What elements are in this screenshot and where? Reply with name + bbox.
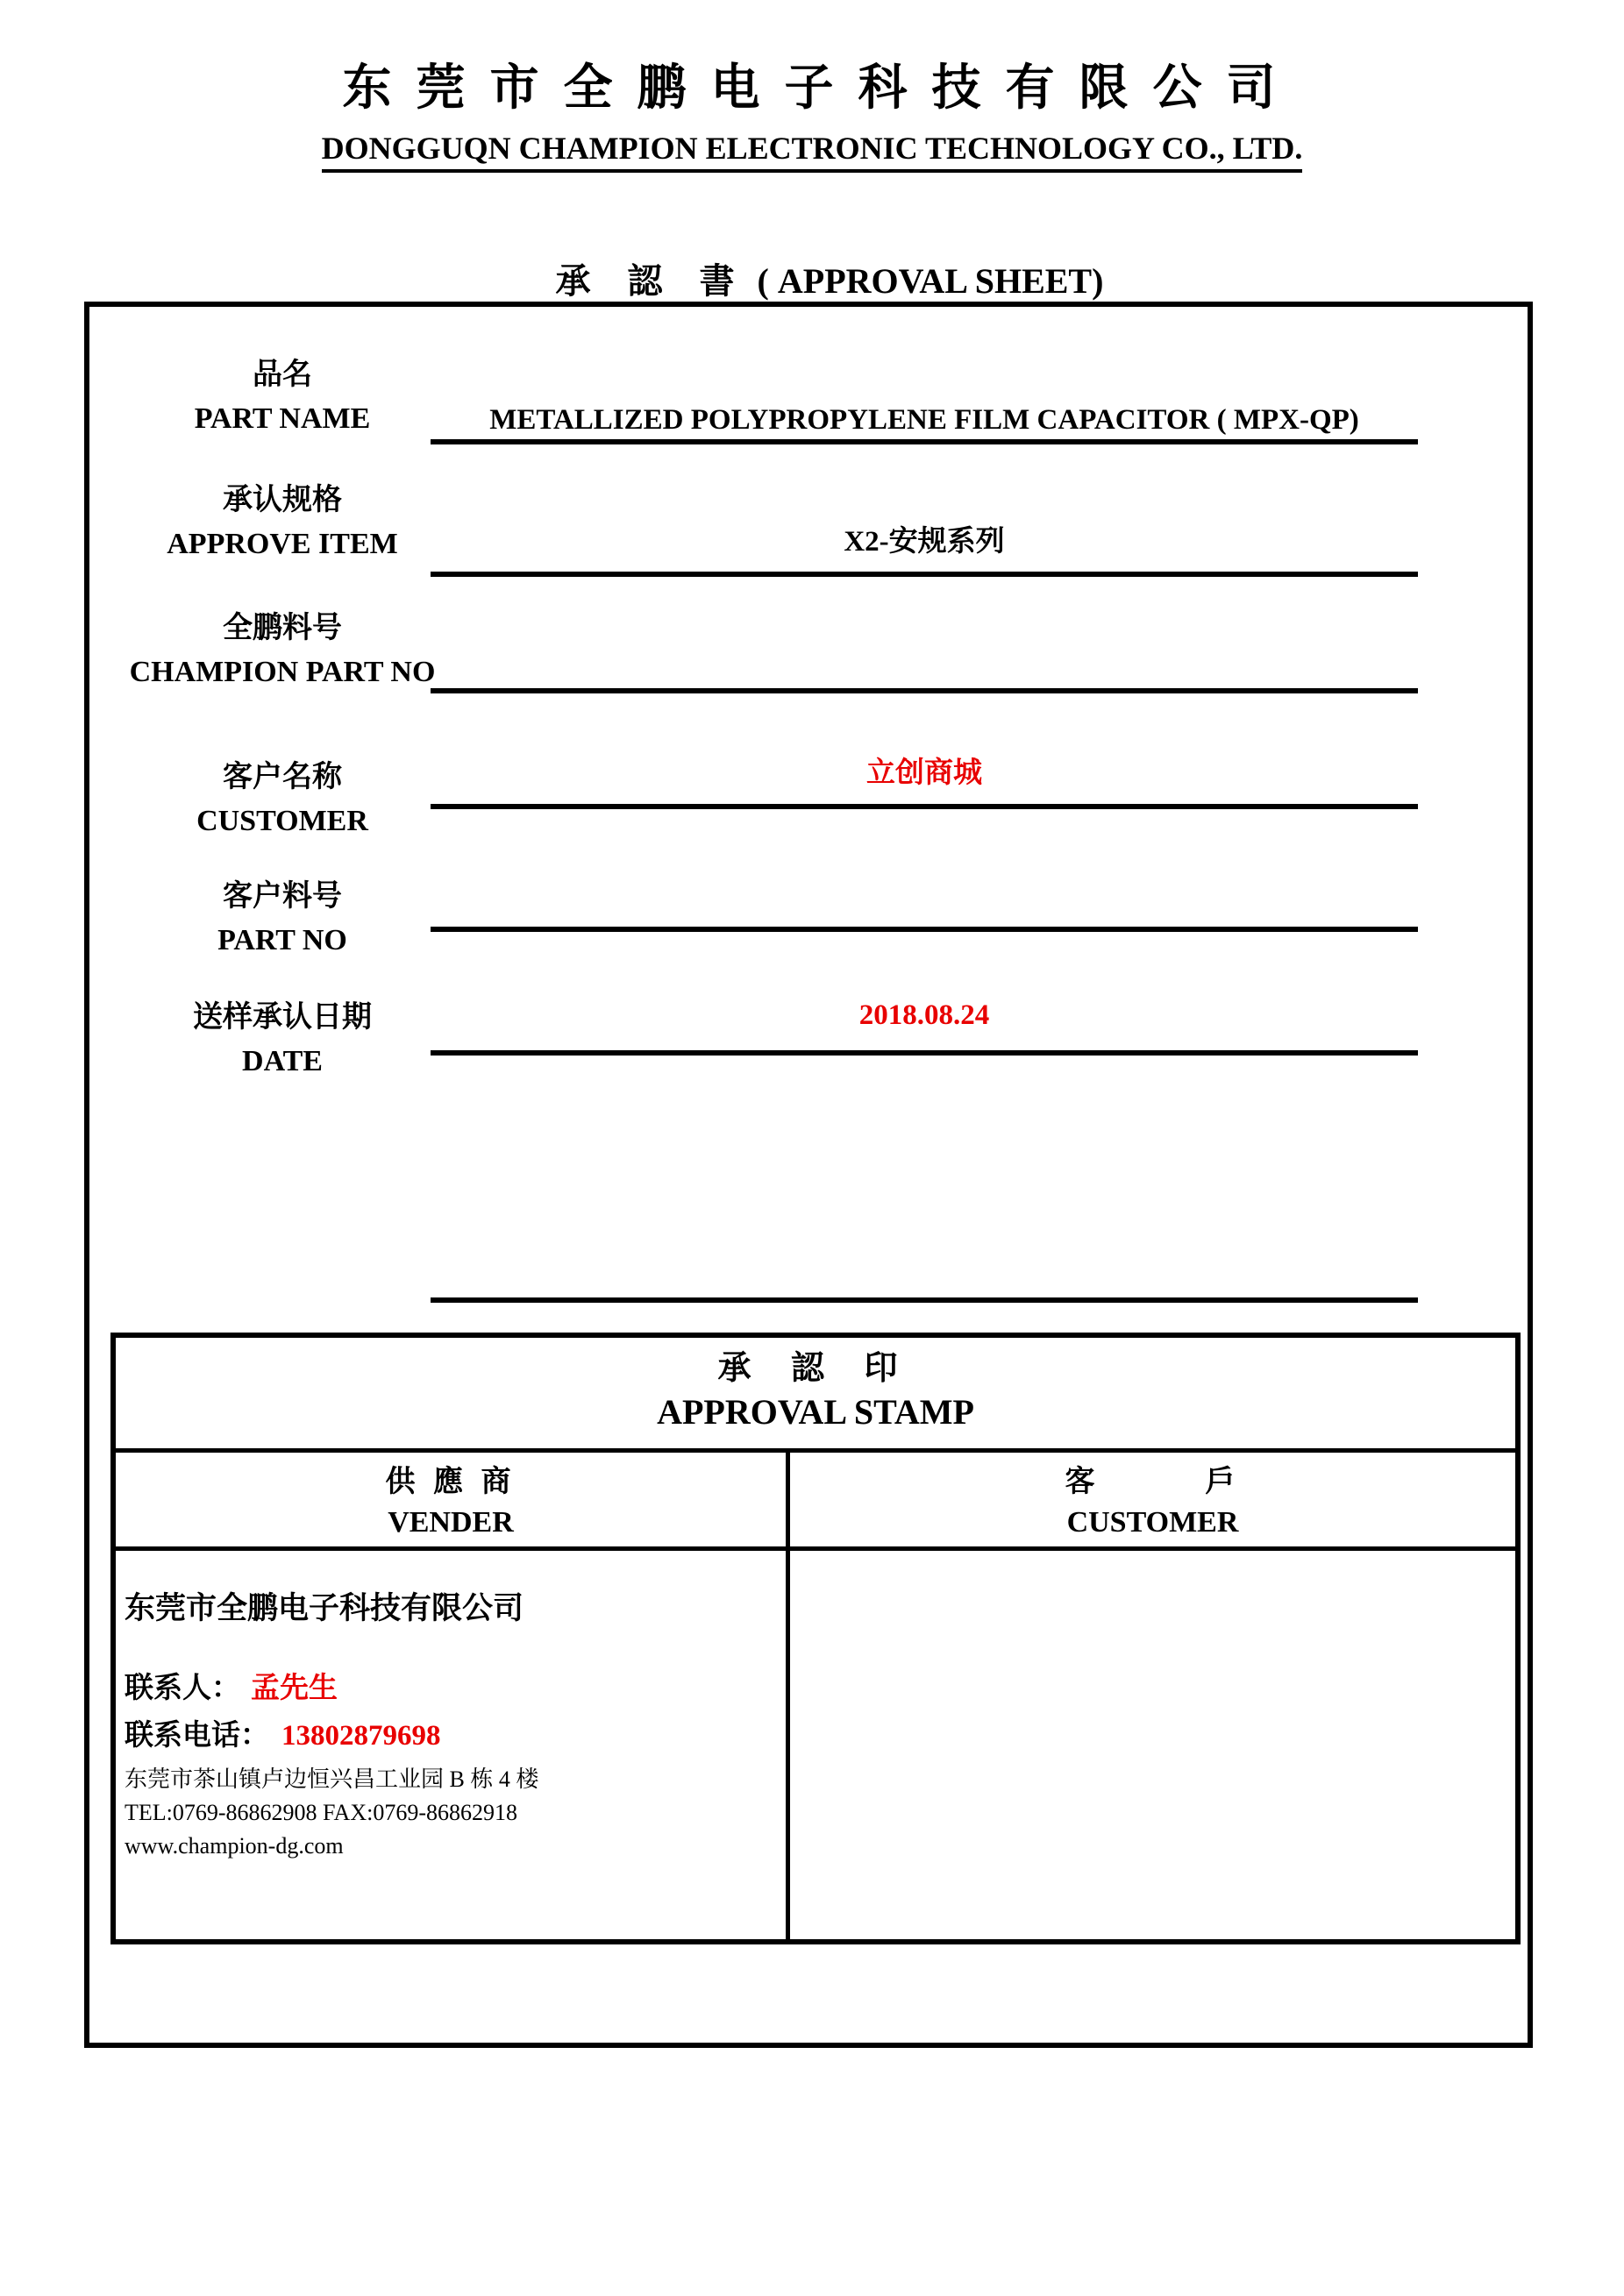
field-label-cn: 全鹏料号 — [223, 612, 342, 644]
field-underline — [431, 439, 1418, 444]
field-label-en: DATE — [242, 1045, 323, 1077]
company-name-cn: 东 莞 市 全 鹏 电 子 科 技 有 限 公 司 — [342, 61, 1282, 116]
document-title-cn: 承 認 書 — [555, 261, 749, 301]
field-label-cn: 客户名称 — [223, 761, 342, 793]
vendor-contact-label: 联系人： — [125, 1673, 240, 1704]
field-underline — [431, 1050, 1418, 1056]
customer-header-cn: 客 戶 — [1065, 1466, 1241, 1498]
stamp-header-row — [116, 1453, 1515, 1551]
field-label-en: PART NAME — [194, 402, 371, 435]
vendor-header-cn: 供 應 商 — [385, 1466, 516, 1498]
vendor-phone-label: 联系电话： — [125, 1720, 269, 1752]
field-label-en: APPROVE ITEM — [167, 528, 398, 560]
field-underline — [431, 688, 1418, 693]
field-underline — [431, 572, 1418, 577]
field-label — [98, 875, 467, 963]
field-label-cn: 客户料号 — [223, 880, 342, 913]
vendor-company-name: 东莞市全鹏电子科技有限公司 — [125, 1591, 524, 1625]
field-label — [98, 479, 467, 566]
vendor-website: www.champion-dg.com — [125, 1833, 344, 1859]
company-name-en-wrap — [0, 130, 1624, 173]
vendor-contact-line — [125, 1668, 772, 1709]
vendor-header-en: VENDER — [388, 1506, 514, 1539]
stamp-body-row — [116, 1551, 1515, 1939]
field-label — [98, 756, 467, 843]
field-value: X2-安规系列 — [844, 526, 1005, 558]
vendor-header-cell — [116, 1453, 790, 1546]
customer-stamp-cell — [790, 1551, 1515, 1939]
field-underline — [431, 804, 1418, 809]
stamp-title-en: APPROVAL STAMP — [657, 1392, 974, 1432]
vendor-contact-name: 孟先生 — [251, 1673, 338, 1704]
customer-header-cell — [790, 1453, 1515, 1546]
field-label-cn: 品名 — [253, 359, 312, 391]
field-label — [98, 353, 467, 441]
field-label-cn: 送样承认日期 — [193, 1001, 372, 1034]
field-label-en: PART NO — [217, 924, 347, 956]
field-value: 立创商城 — [866, 757, 982, 789]
field-underline — [431, 927, 1418, 932]
approval-sheet-box — [84, 302, 1533, 2048]
field-label-cn: 承认规格 — [223, 484, 342, 516]
field-value: METALLIZED POLYPROPYLENE FILM CAPACITOR ( MPX-QP) — [489, 404, 1359, 436]
stamp-title-cn: 承 認 印 — [717, 1350, 914, 1387]
field-label-en: CUSTOMER — [196, 805, 368, 837]
company-name-en: DONGGUQN CHAMPION ELECTRONIC TECHNOLOGY CO., LTD. — [322, 130, 1303, 173]
customer-header-en: CUSTOMER — [1066, 1506, 1239, 1539]
vendor-phone-line — [125, 1716, 772, 1756]
bottom-rule — [431, 1297, 1418, 1303]
stamp-title — [116, 1338, 1515, 1453]
field-label — [98, 996, 467, 1084]
vendor-info-block — [125, 1763, 772, 1863]
field-label-en: CHAMPION PART NO — [129, 656, 436, 688]
vendor-stamp-cell — [116, 1551, 790, 1939]
field-value: 2018.08.24 — [858, 999, 990, 1031]
vendor-tel-fax: TEL:0769-86862908 FAX:0769-86862918 — [125, 1800, 517, 1825]
vendor-phone-number: 13802879698 — [281, 1720, 441, 1752]
document-title-en: ( APPROVAL SHEET) — [748, 261, 1104, 301]
field-label — [98, 607, 467, 694]
vendor-address: 东莞市茶山镇卢边恒兴昌工业园 B 栋 4 楼 — [125, 1766, 539, 1792]
approval-stamp-box — [110, 1333, 1521, 1944]
